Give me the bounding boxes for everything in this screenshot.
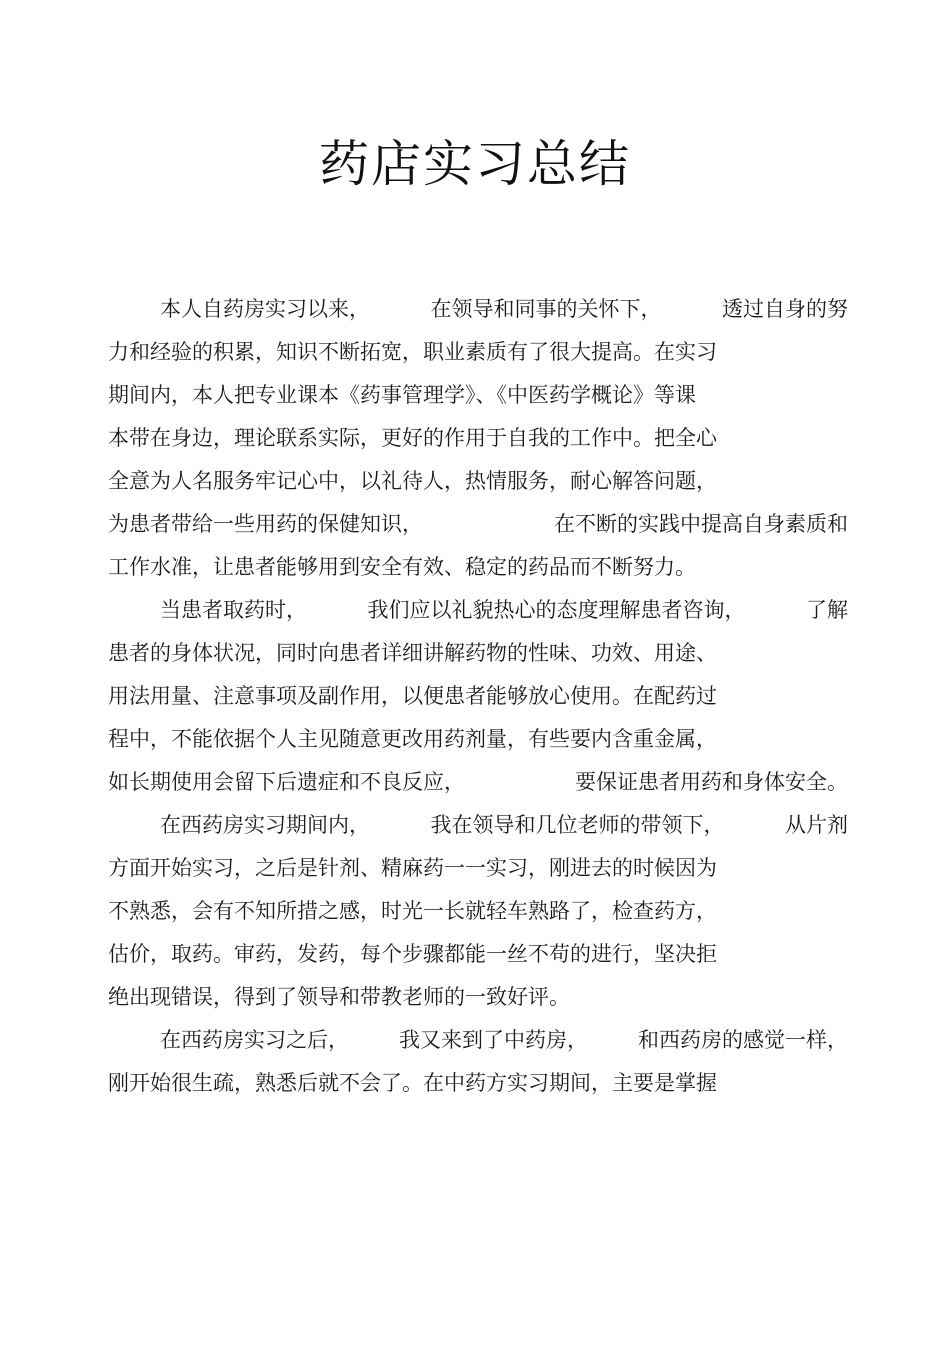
text-segment: 了解 [806,598,848,622]
text-line [108,460,848,503]
text-segment: 估价，取药。审药，发药，每个步骤都能一丝不苟的进行，坚决拒 [108,942,717,966]
text-segment: 期间内，本人把专业课本《药事管理学》、《中医药学概论》等课 [108,383,696,407]
text-line [108,718,848,761]
text-line [108,976,848,1019]
text-segment: 我在领导和几位老师的带领下， [430,813,725,837]
text-segment: 要保证患者用药和身体安全。 [575,770,848,794]
text-segment: 力和经验的积累，知识不断拓宽，职业素质有了很大提高。在实习 [108,340,717,364]
text-line [108,1062,848,1105]
text-segment: 和西药房的感觉一样， [638,1028,848,1052]
text-line [108,288,848,331]
text-line [108,847,848,890]
text-segment: 工作水准，让患者能够用到安全有效、稳定的药品而不断努力。 [108,555,696,579]
text-segment: 患者的身体状况，同时向患者详细讲解药物的性味、功效、用途、 [108,641,717,665]
text-segment: 程中，不能依据个人主见随意更改用药剂量，有些要内含重金属， [108,727,717,751]
text-segment: 在西药房实习之后， [160,1028,349,1052]
text-segment: 方面开始实习，之后是针剂、精麻药一一实习，刚进去的时候因为 [108,856,717,880]
text-segment: 在西药房实习期间内， [160,813,370,837]
text-segment: 透过自身的努 [722,297,848,321]
text-line [108,417,848,460]
text-line [108,675,848,718]
text-segment: 本人自药房实习以来， [160,297,370,321]
text-segment: 我们应以礼貌热心的态度理解患者咨询， [367,598,746,622]
text-line [108,1019,848,1062]
text-line [108,761,848,804]
text-line [108,589,848,632]
text-segment: 刚开始很生疏，熟悉后就不会了。在中药方实习期间，主要是掌握 [108,1071,717,1095]
text-line [108,890,848,933]
text-line [108,374,848,417]
document-title: 药店实习总结 [319,135,631,193]
text-segment: 为患者带给一些用药的保健知识， [108,512,423,536]
text-line [108,331,848,374]
text-segment: 从片剂 [785,813,848,837]
text-segment: 在领导和同事的关怀下， [430,297,662,321]
text-line [108,546,848,589]
text-line [108,804,848,847]
text-segment: 绝出现错误，得到了领导和带教老师的一致好评。 [108,985,570,1009]
text-segment: 不熟悉，会有不知所措之感，时光一长就轻车熟路了，检查药方， [108,899,717,923]
text-segment: 用法用量、注意事项及副作用，以便患者能够放心使用。在配药过 [108,684,717,708]
document-body [108,288,848,1105]
text-segment: 在不断的实践中提高自身素质和 [554,512,848,536]
text-segment: 当患者取药时， [160,598,307,622]
text-line [108,632,848,675]
text-line [108,503,848,546]
text-segment: 全意为人名服务牢记心中，以礼待人，热情服务，耐心解答问题， [108,469,717,493]
text-segment: 本带在身边，理论联系实际，更好的作用于自我的工作中。把全心 [108,426,717,450]
text-segment: 如长期使用会留下后遗症和不良反应， [108,770,465,794]
text-segment: 我又来到了中药房， [399,1028,588,1052]
text-line [108,933,848,976]
